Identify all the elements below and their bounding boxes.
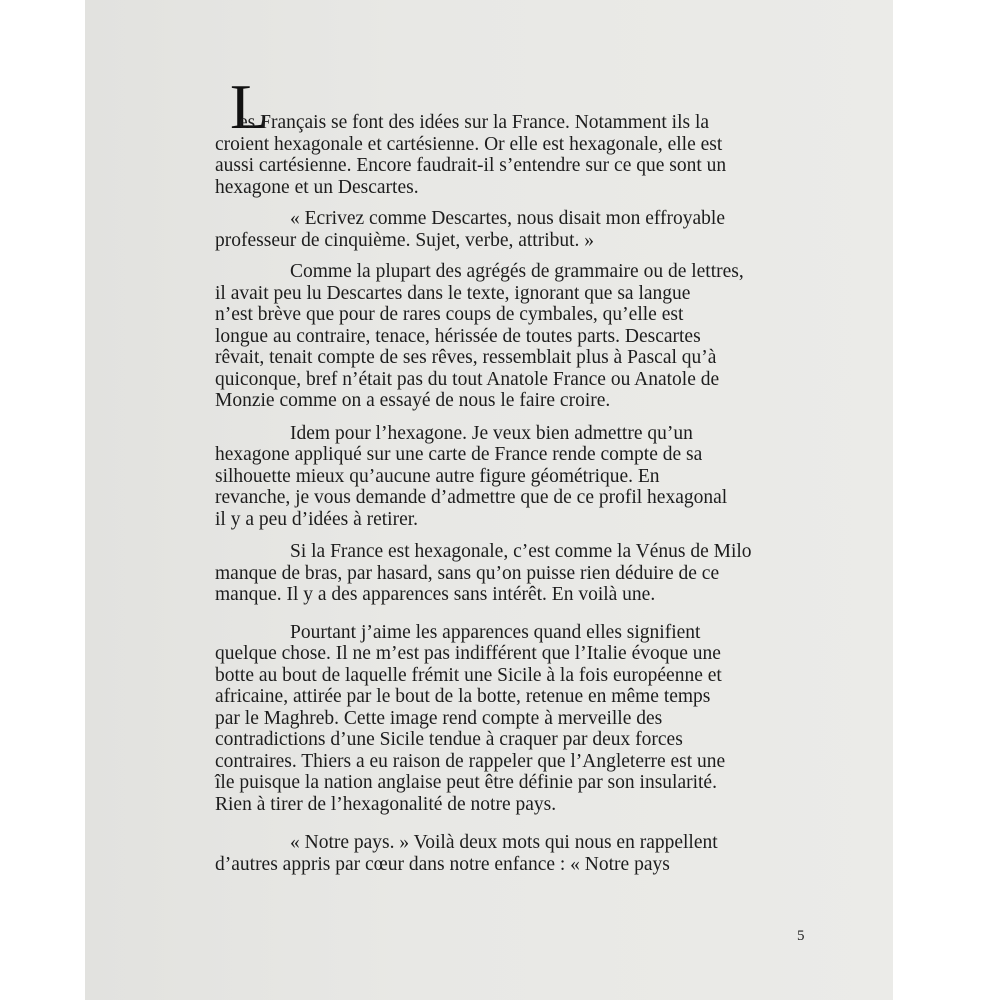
text-line: Pourtant j’aime les apparences quand elles signifient [290,621,701,643]
text-line: quelque chose. Il ne m’est pas indifférent que l’Italie évoque une [215,643,721,664]
paragraph [215,261,835,412]
text-line: Idem pour l’hexagone. Je veux bien admettre qu’un [290,422,693,444]
paragraph [215,423,835,531]
text-line: par le Maghreb. Cette image rend compte à merveille des [215,707,663,729]
text-line: Comme la plupart des agrégés de grammaire ou de lettres, [290,261,744,282]
text-line: d’autres appris par cœur dans notre enfance : « Notre pays [215,853,670,875]
text-line: africaine, attirée par le bout de la botte, retenue en même temps [215,686,711,707]
text-line: revanche, je vous demande d’admettre que de ce profil hexagonal [215,487,728,508]
drop-cap: L [230,71,270,142]
text-line: quiconque, bref n’était pas du tout Anatole France ou Anatole de [215,368,720,390]
text-line: hexagone et un Descartes. [215,176,419,198]
text-line: « Notre pays. » Voilà deux mots qui nous en rappellent [290,832,718,853]
text-line: Si la France est hexagonale, c’est comme la Vénus de Milo [290,541,752,562]
paragraph [215,622,835,816]
body-text [215,112,835,875]
text-line: contradictions d’une Sicile tendue à craquer par deux forces [215,729,683,750]
page-number: 5 [797,928,805,944]
paragraph [215,832,835,875]
text-line: rêvait, tenait compte de ses rêves, ressemblait plus à Pascal qu’à [215,347,717,368]
text-line: croient hexagonale et cartésienne. Or elle est hexagonale, elle est [215,133,723,155]
text-line: aussi cartésienne. Encore faudrait-il s’entendre sur ce que sont un [215,155,727,176]
paragraph [215,112,835,198]
text-line: professeur de cinquième. Sujet, verbe, attribut. » [215,229,595,251]
text-line: hexagone appliqué sur une carte de France rende compte de sa [215,444,703,465]
text-line: manque de bras, par hasard, sans qu’on puisse rien déduire de ce [215,562,720,584]
text-line: contraires. Thiers a eu raison de rappeler que l’Angleterre est une [215,750,726,772]
text-line: manque. Il y a des apparences sans intérêt. En voilà une. [215,584,656,605]
text-line: Monzie comme on a essayé de nous le faire croire. [215,390,611,411]
text-line: silhouette mieux qu’aucune autre figure géométrique. En [215,465,660,487]
text-line: botte au bout de laquelle frémit une Sicile à la fois européenne et [215,664,722,686]
text-line: île puisque la nation anglaise peut être définie par son insularité. [215,772,717,793]
paragraph [215,541,835,606]
text-line: Rien à tirer de l’hexagonalité de notre pays. [215,793,557,815]
text-line: « Ecrivez comme Descartes, nous disait mon effroyable [290,208,725,229]
text-line: il avait peu lu Descartes dans le texte, ignorant que sa langue [215,282,691,304]
text-line: es Français se font des idées sur la France. Notamment ils la [239,112,710,133]
text-line: longue au contraire, tenace, hérissée de toutes parts. Descartes [215,325,701,347]
text-line: il y a peu d’idées à retirer. [215,508,419,530]
text-line: n’est brève que pour de rares coups de cymbales, qu’elle est [215,304,684,325]
paragraph [215,208,835,251]
book-page [85,0,893,1000]
